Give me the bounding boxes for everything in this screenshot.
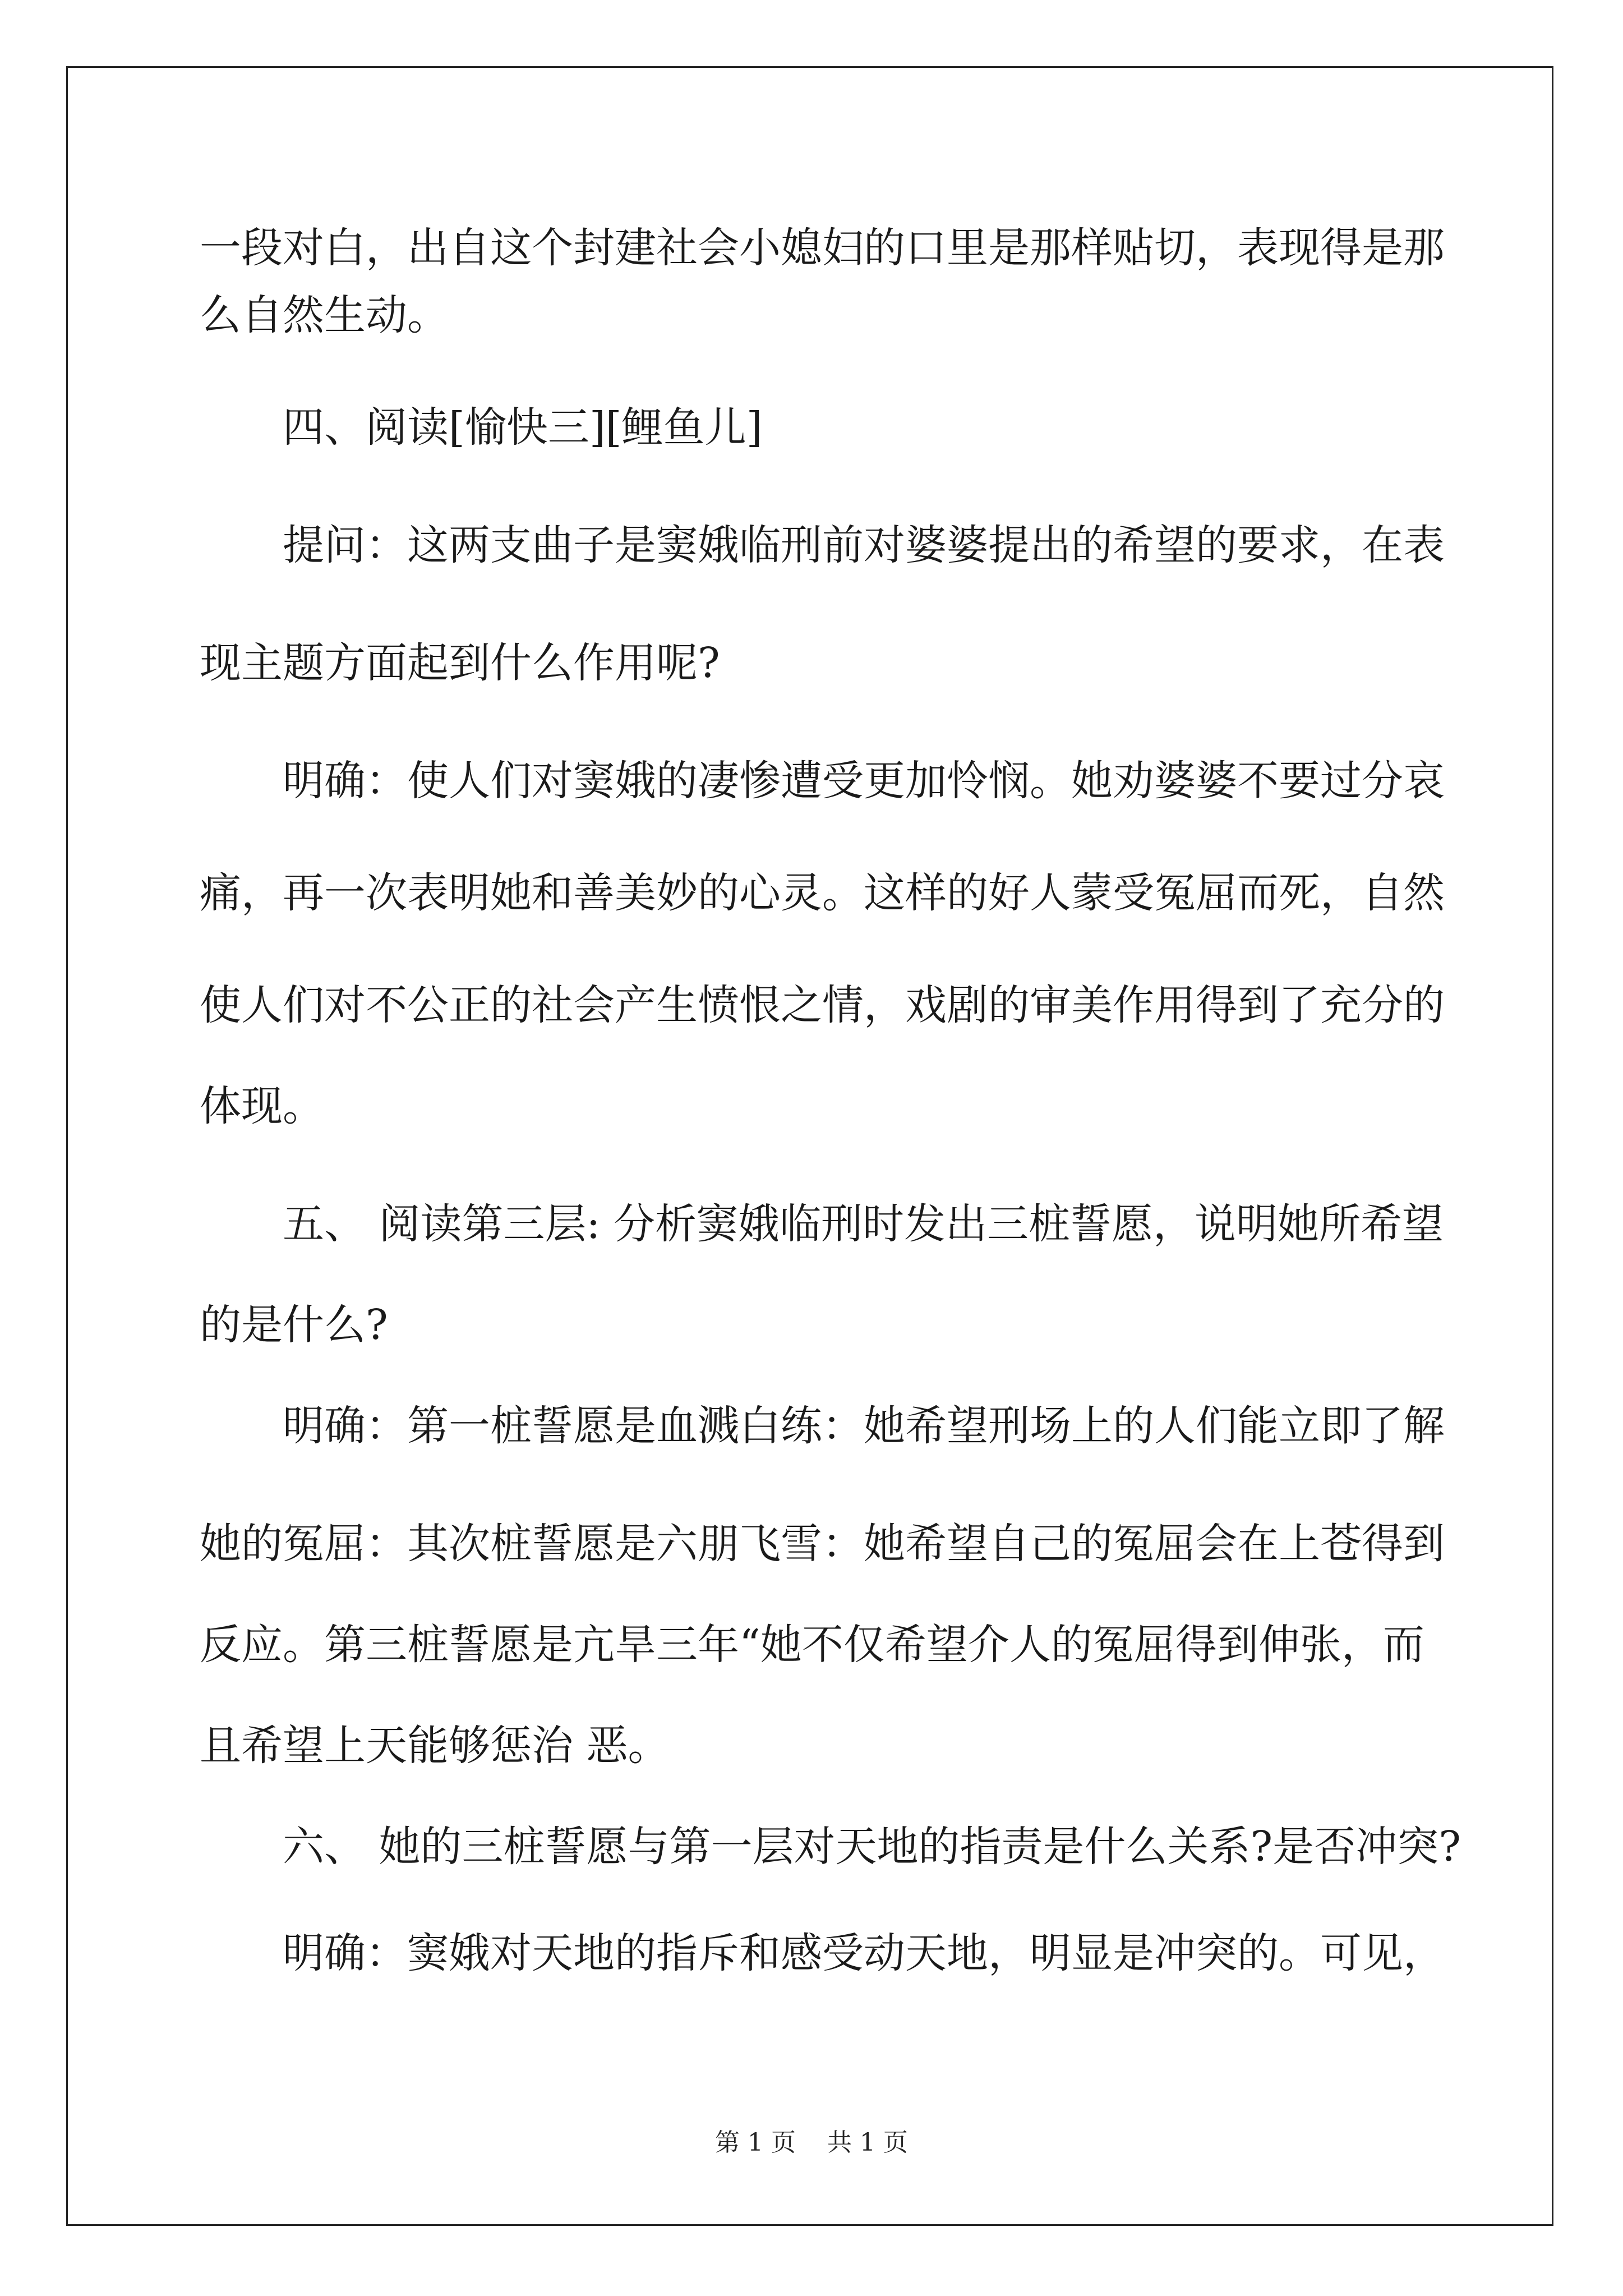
section-heading: 四、阅读[愉快三][鲤鱼儿] <box>283 403 763 452</box>
section-heading: 六、 她的三桩誓愿与第一层对天地的指责是什么关系?是否冲突? <box>283 1823 1461 1871</box>
text-line: 的是什么? <box>200 1301 388 1349</box>
text-line: 痛，再一次表明她和善美妙的心灵。这样的好人蒙受冤屈而死，自然 <box>200 869 1445 917</box>
text-line: 使人们对不公正的社会产生愤恨之情，戏剧的审美作用得到了充分的 <box>200 981 1445 1029</box>
section-heading: 五、 阅读第三层: 分析窦娥临刑时发出三桩誓愿，说明她所希望 <box>283 1200 1444 1248</box>
text-line: 么自然生动。 <box>200 291 449 339</box>
text-line: 明确：第一桩誓愿是血溅白练：她希望刑场上的人们能立即了解 <box>283 1402 1445 1450</box>
text-line: 一段对白，出自这个封建社会小媳妇的口里是那样贴切，表现得是那 <box>200 224 1445 272</box>
text-line: 明确：窦娥对天地的指斥和感受动天地，明显是冲突的。可见， <box>283 1929 1445 1977</box>
text-line: 反应。第三桩誓愿是亢旱三年“她不仅希望介人的冤屈得到伸张，而 <box>200 1621 1424 1669</box>
page-footer: 第 1 页 共 1 页 <box>715 2128 908 2157</box>
text-line: 现主题方面起到什么作用呢? <box>200 639 720 687</box>
text-line: 提问：这两支曲子是窦娥临刑前对婆婆提出的希望的要求，在表 <box>283 521 1445 569</box>
text-line: 且希望上天能够惩治 恶。 <box>200 1722 670 1770</box>
text-line: 明确：使人们对窦娥的凄惨遭受更加怜悯。她劝婆婆不要过分哀 <box>283 757 1445 805</box>
text-line: 她的冤屈：其次桩誓愿是六朋飞雪：她希望自己的冤屈会在上苍得到 <box>200 1520 1445 1568</box>
page-border <box>66 66 1553 2226</box>
text-line: 体现。 <box>200 1082 324 1130</box>
